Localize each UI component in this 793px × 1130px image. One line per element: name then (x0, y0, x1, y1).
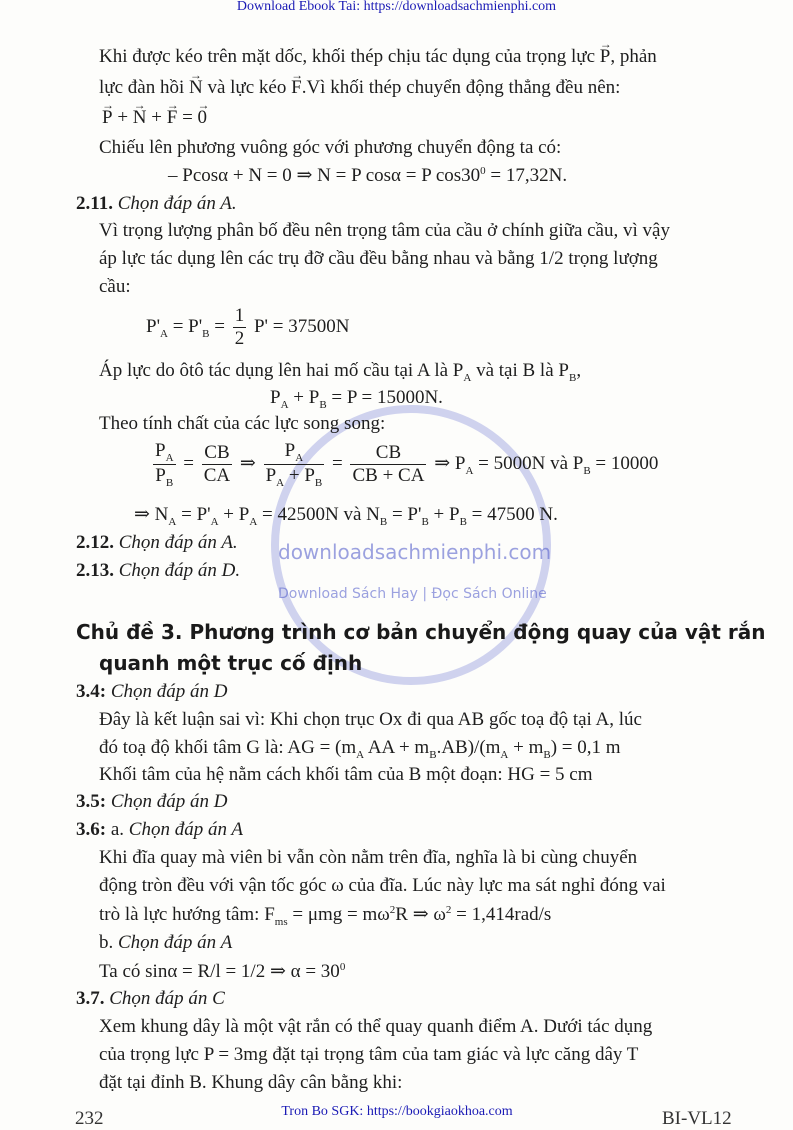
text: .Vì khối thép chuyển động thẳng đều nên: (301, 77, 621, 98)
text-line: Vì trọng lượng phân bố đều nên trọng tâm của cầu ở chính giữa cầu, vì vậy (99, 220, 670, 241)
vector-n: → N (133, 106, 147, 130)
book-code: BI-VL12 (662, 1108, 732, 1129)
subscript: B (319, 399, 327, 411)
text: = 1,414rad/s (451, 904, 552, 925)
question-number: 3.6: (76, 819, 107, 840)
subscript: B (429, 749, 437, 761)
equation-line (168, 164, 567, 190)
subscript: A (210, 516, 219, 528)
text: + P (428, 504, 460, 525)
text: = 42500N và N (257, 504, 380, 525)
equation-line (134, 503, 558, 529)
page-number: 232 (75, 1108, 104, 1129)
text: b. (99, 932, 118, 953)
superscript: 0 (339, 961, 346, 973)
text: P (284, 440, 296, 462)
superscript: 2 (389, 904, 396, 916)
subscript: B (421, 516, 429, 528)
text: đó toạ độ khối tâm G là: AG = (m (99, 737, 357, 758)
question-number: 2.12. (76, 532, 114, 553)
answer-choice: Chọn đáp án C (109, 988, 225, 1009)
numerator: 1 (234, 305, 245, 327)
text: = (327, 453, 348, 474)
equation-line (99, 960, 345, 986)
subscript: A (276, 477, 285, 490)
denominator: CA (203, 465, 231, 487)
text: ⇒ (235, 453, 261, 474)
subscript: A (249, 516, 258, 528)
answer-2-11 (76, 192, 237, 216)
text: và tại B là P (471, 360, 569, 381)
subscript: B (314, 477, 323, 490)
text-line: Chiếu lên phương vuông góc với phương chuyển động ta có: (99, 137, 562, 158)
subscript: B (459, 516, 467, 528)
answer-3-6b (99, 931, 232, 955)
formula-line (150, 440, 658, 490)
text: = P' (387, 504, 422, 525)
text: = (177, 107, 198, 128)
text: P' = 37500N (249, 316, 350, 337)
answer-3-6 (76, 818, 243, 842)
text: AA + m (364, 737, 430, 758)
text-line: Đây là kết luận sai vì: Khi chọn trục Ox đi qua AB gốc toạ độ tại A, lúc (99, 709, 642, 730)
vector-f: → F (291, 76, 302, 100)
text: a. (106, 819, 129, 840)
answer-choice: Chọn đáp án D (110, 681, 228, 702)
text: = 5000N và P (473, 453, 584, 474)
text-line: đặt tại đỉnh B. Khung dây cân bằng khi: (99, 1072, 403, 1093)
text: = 10000 (590, 453, 659, 474)
text: + m (508, 737, 544, 758)
topic-heading-line2: quanh một trục cố định (99, 651, 363, 675)
question-number: 3.5: (76, 791, 107, 812)
text: R ⇒ ω (395, 904, 446, 925)
text: P (155, 440, 166, 462)
fraction (350, 442, 426, 487)
text: = P' (167, 316, 203, 337)
fraction (202, 442, 232, 487)
question-number: 3.7. (76, 988, 105, 1009)
text: .AB)/(m (436, 737, 501, 758)
text: lực đàn hồi (99, 77, 189, 98)
text-line (99, 45, 657, 69)
text: = 47500 N. (466, 504, 558, 525)
numerator: CB (350, 442, 426, 465)
numerator: CB (202, 442, 232, 465)
text: + P (288, 387, 320, 408)
answer-choice: Chọn đáp án A. (118, 532, 238, 553)
text-line: Xem khung dây là một vật rắn có thể quay quanh điểm A. Dưới tác dụng (99, 1016, 653, 1037)
subscript: B (583, 465, 591, 477)
footer-link[interactable]: Tron Bo SGK: https://bookgiaokhoa.com (252, 1104, 542, 1120)
text: P' (146, 316, 160, 337)
text: = 17,32N. (485, 165, 568, 186)
denominator: CB + CA (352, 465, 425, 487)
subscript: B (379, 516, 388, 528)
text: = μmg = mω (287, 904, 390, 925)
denominator: 2 (234, 328, 245, 350)
fraction (233, 305, 247, 350)
answer-2-12 (76, 531, 238, 555)
vector-p: → P (102, 106, 113, 130)
answer-choice: Chọn đáp án A (128, 819, 243, 840)
answer-3-5 (76, 790, 227, 814)
answer-3-4 (76, 680, 227, 704)
text-line (99, 736, 621, 762)
question-number: 3.4: (76, 681, 107, 702)
text-line: động tròn đều với vận tốc góc ω của đĩa. Lúc này lực ma sát nghỉ đóng vai (99, 875, 666, 896)
text-line: cầu: (99, 276, 131, 297)
text: Ta có sinα = R/l = 1/2 ⇒ α = 30 (99, 961, 340, 982)
text: = (178, 453, 199, 474)
answer-3-7 (76, 987, 225, 1011)
text: Áp lực do ôtô tác dụng lên hai mố cầu tại A là P (99, 360, 464, 381)
text-line (99, 903, 551, 929)
subscript: A (465, 465, 474, 477)
text: ⇒ N (134, 504, 169, 525)
question-number: 2.11. (76, 193, 113, 214)
fraction (264, 440, 325, 489)
text: – Pcosα + N = 0 ⇒ N = P cosα = P cos30 (168, 165, 481, 186)
subscript: A (500, 749, 509, 761)
vector-zero: → 0 (198, 106, 208, 130)
superscript: 2 (445, 904, 452, 916)
subscript: A (463, 372, 472, 384)
topic-heading-line1: Chủ đề 3. Phương trình cơ bản chuyển động quay của vật rắn (76, 620, 766, 644)
answer-2-13 (76, 559, 240, 583)
text: trò là lực hướng tâm: F (99, 904, 275, 925)
answer-choice: Chọn đáp án A. (117, 193, 237, 214)
subscript: A (280, 399, 289, 411)
text: P (270, 387, 281, 408)
watermark-site: downloadsachmienphi.com (278, 540, 552, 564)
subscript: B (202, 328, 210, 340)
text-line: áp lực tác dụng lên các trụ đỡ cầu đều bằng nhau và bằng 1/2 trọng lượng (99, 248, 658, 269)
formula-line (146, 305, 349, 351)
text: Khi được kéo trên mặt dốc, khối thép chịu tác dụng của trọng lực (99, 46, 600, 67)
subscript: A (168, 516, 177, 528)
subscript: B (568, 372, 577, 384)
answer-choice: Chọn đáp án D. (118, 560, 241, 581)
answer-choice: Chọn đáp án D (110, 791, 228, 812)
text-line: Khối tâm của hệ nằm cách khối tâm của B một đoạn: HG = 5 cm (99, 764, 593, 785)
watermark-slogan: Download Sách Hay | Đọc Sách Online (278, 586, 547, 602)
text-line: của trọng lực P = 3mg đặt tại trọng tâm của tam giác và lực căng dây T (99, 1044, 639, 1065)
vector-equation (102, 106, 207, 130)
text: P (155, 465, 166, 487)
text: + P (284, 465, 315, 487)
vector-f: → F (167, 106, 178, 130)
text-line: Khi đĩa quay mà viên bi vẫn còn nằm trên đĩa, nghĩa là bi cùng chuyển (99, 847, 638, 868)
subscript: A (295, 452, 304, 465)
text: = P' (176, 504, 211, 525)
question-number: 2.13. (76, 560, 114, 581)
text: , (576, 360, 582, 381)
subscript: A (160, 328, 168, 340)
equation-line (270, 386, 443, 412)
text: + (112, 107, 133, 128)
fraction (153, 440, 176, 489)
subscript: B (543, 749, 551, 761)
vector-n: → N (189, 76, 203, 100)
subscript: ms (274, 916, 288, 928)
text: ⇒ P (429, 453, 466, 474)
text-line: Theo tính chất của các lực song song: (99, 413, 386, 434)
text: = P = 15000N. (326, 387, 443, 408)
text: ) = 0,1 m (550, 737, 621, 758)
text: , phản (610, 46, 657, 67)
text: + (146, 107, 167, 128)
text: và lực kéo (202, 77, 292, 98)
subscript: A (165, 452, 174, 465)
vector-p: → P (600, 45, 611, 69)
subscript: A (356, 749, 365, 761)
text-line (99, 359, 581, 385)
subscript: B (165, 477, 174, 490)
superscript: 0 (480, 165, 486, 177)
header-download-link[interactable]: Download Ebook Tai: https://downloadsachmienphi.com (236, 0, 557, 14)
text: P (265, 465, 277, 487)
text: + P (218, 504, 250, 525)
text: = (209, 316, 230, 337)
answer-choice: Chọn đáp án A (118, 932, 233, 953)
